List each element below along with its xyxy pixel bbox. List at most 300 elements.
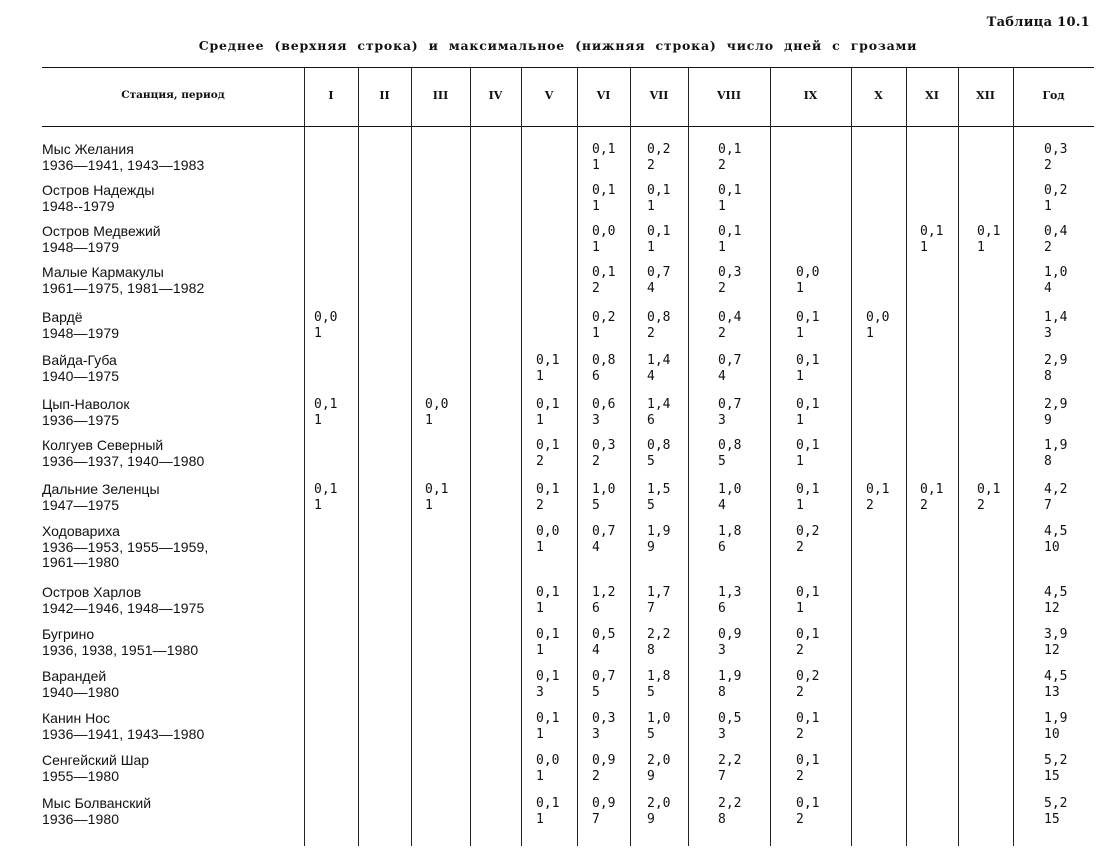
maximum-days: 6 <box>592 368 600 384</box>
maximum-days: 2 <box>866 497 874 513</box>
maximum-days: 12 <box>1044 600 1060 616</box>
cell-ix <box>796 482 819 513</box>
cell-vi <box>592 142 615 173</box>
cell-year <box>1044 397 1067 428</box>
maximum-days: 1 <box>796 497 804 513</box>
maximum-days: 1 <box>536 642 544 658</box>
maximum-days: 3 <box>718 642 726 658</box>
average-days: 2,9 <box>1044 353 1068 368</box>
column-separator <box>688 68 689 846</box>
cell-viii <box>718 438 741 469</box>
maximum-days: 1 <box>592 325 600 341</box>
average-days: 0,1 <box>920 224 944 239</box>
average-days: 4,5 <box>1044 524 1068 539</box>
station-period: 1961—1975, 1981—1982 <box>42 279 205 296</box>
maximum-days: 1 <box>796 325 804 341</box>
station-name: Мыс Желания <box>42 141 134 157</box>
maximum-days: 1 <box>425 412 433 428</box>
station-period: 1948--1979 <box>42 197 115 214</box>
cell-ix <box>796 585 819 616</box>
average-days: 0,1 <box>536 796 560 811</box>
column-separator <box>577 68 578 846</box>
station-period: 1948—1979 <box>42 324 120 341</box>
maximum-days: 4 <box>718 497 726 513</box>
maximum-days: 6 <box>718 600 726 616</box>
maximum-days: 8 <box>647 642 655 658</box>
cell-vii <box>647 585 670 616</box>
average-days: 0,0 <box>796 265 820 280</box>
header-xi: XI <box>925 89 939 102</box>
maximum-days: 5 <box>647 726 655 742</box>
cell-i <box>314 310 337 341</box>
average-days: 0,0 <box>866 310 890 325</box>
station-period: 1947—1975 <box>42 496 120 513</box>
station-period: 1948—1979 <box>42 238 120 255</box>
average-days: 0,2 <box>647 142 671 157</box>
header-viii: VIII <box>717 89 741 102</box>
maximum-days: 2 <box>647 157 655 173</box>
station-name: Мыс Болванский <box>42 795 152 811</box>
maximum-days: 1 <box>647 198 655 214</box>
average-days: 0,1 <box>718 183 742 198</box>
cell-v <box>536 796 559 827</box>
maximum-days: 6 <box>592 600 600 616</box>
cell-v <box>536 524 559 555</box>
station-name: Остров Медвежий <box>42 223 161 239</box>
average-days: 0,1 <box>536 438 560 453</box>
maximum-days: 8 <box>1044 453 1052 469</box>
average-days: 0,1 <box>920 482 944 497</box>
cell-vii <box>647 482 670 513</box>
cell-ix <box>796 397 819 428</box>
maximum-days: 10 <box>1044 539 1060 555</box>
column-separator <box>958 68 959 846</box>
maximum-days: 4 <box>1044 280 1052 296</box>
maximum-days: 1 <box>536 539 544 555</box>
maximum-days: 5 <box>592 497 600 513</box>
cell-year <box>1044 796 1067 827</box>
average-days: 0,3 <box>592 711 616 726</box>
maximum-days: 2 <box>592 280 600 296</box>
maximum-days: 2 <box>796 768 804 784</box>
cell-viii <box>718 265 741 296</box>
cell-ix <box>796 669 819 700</box>
maximum-days: 1 <box>314 325 322 341</box>
maximum-days: 2 <box>536 453 544 469</box>
average-days: 0,0 <box>425 397 449 412</box>
column-separator <box>411 68 412 846</box>
cell-year <box>1044 265 1067 296</box>
average-days: 1,7 <box>647 585 671 600</box>
cell-viii <box>718 224 741 255</box>
average-days: 0,1 <box>796 585 820 600</box>
cell-v <box>536 353 559 384</box>
maximum-days: 5 <box>718 453 726 469</box>
maximum-days: 4 <box>592 642 600 658</box>
average-days: 0,1 <box>718 142 742 157</box>
header-xii: XII <box>976 89 995 102</box>
maximum-days: 1 <box>314 412 322 428</box>
header-ix: IX <box>803 89 818 102</box>
cell-viii <box>718 669 741 700</box>
station-name: Ходовариха <box>42 523 120 539</box>
maximum-days: 8 <box>1044 368 1052 384</box>
average-days: 0,1 <box>536 669 560 684</box>
maximum-days: 1 <box>536 726 544 742</box>
average-days: 0,7 <box>718 353 742 368</box>
header-iv: IV <box>488 89 503 102</box>
average-days: 2,2 <box>647 627 671 642</box>
header-station: Станция, период <box>121 89 225 101</box>
cell-v <box>536 585 559 616</box>
station-name: Дальние Зеленцы <box>42 481 160 497</box>
maximum-days: 3 <box>718 726 726 742</box>
cell-viii <box>718 397 741 428</box>
cell-year <box>1044 310 1067 341</box>
maximum-days: 1 <box>718 198 726 214</box>
average-days: 0,9 <box>718 627 742 642</box>
average-days: 0,1 <box>647 224 671 239</box>
cell-xii <box>977 224 1000 255</box>
maximum-days: 1 <box>866 325 874 341</box>
average-days: 2,0 <box>647 796 671 811</box>
cell-vi <box>592 397 615 428</box>
cell-viii <box>718 482 741 513</box>
header-i: I <box>328 89 334 102</box>
average-days: 0,7 <box>718 397 742 412</box>
station-period: 1936—1975 <box>42 411 120 428</box>
maximum-days: 9 <box>647 811 655 827</box>
average-days: 1,5 <box>647 482 671 497</box>
cell-viii <box>718 627 741 658</box>
cell-vii <box>647 142 670 173</box>
average-days: 0,1 <box>592 142 616 157</box>
cell-v <box>536 438 559 469</box>
maximum-days: 3 <box>536 684 544 700</box>
cell-ix <box>796 524 819 555</box>
header-year: Год <box>1042 89 1065 102</box>
average-days: 0,1 <box>425 482 449 497</box>
column-separator <box>358 68 359 846</box>
average-days: 4,2 <box>1044 482 1068 497</box>
maximum-days: 9 <box>647 539 655 555</box>
cell-vi <box>592 183 615 214</box>
average-days: 1,9 <box>1044 438 1068 453</box>
maximum-days: 1 <box>592 157 600 173</box>
station-name: Варандей <box>42 668 107 684</box>
maximum-days: 4 <box>647 280 655 296</box>
cell-ix <box>796 353 819 384</box>
maximum-days: 2 <box>796 539 804 555</box>
average-days: 1,9 <box>1044 711 1068 726</box>
cell-vii <box>647 438 670 469</box>
average-days: 0,7 <box>647 265 671 280</box>
station-period: 1961—1980 <box>42 554 120 570</box>
cell-viii <box>718 310 741 341</box>
maximum-days: 12 <box>1044 642 1060 658</box>
average-days: 0,7 <box>592 669 616 684</box>
average-days: 1,9 <box>718 669 742 684</box>
average-days: 0,8 <box>592 353 616 368</box>
table-caption: Среднее (верхняя строка) и максимальное (нижняя строка) число дней с грозами <box>198 38 918 53</box>
cell-iii <box>425 397 448 428</box>
cell-vi <box>592 265 615 296</box>
maximum-days: 1 <box>592 239 600 255</box>
average-days: 0,2 <box>796 669 820 684</box>
station-name: Остров Харлов <box>42 584 142 600</box>
maximum-days: 10 <box>1044 726 1060 742</box>
column-separator <box>1013 68 1014 846</box>
average-days: 5,2 <box>1044 796 1068 811</box>
cell-year <box>1044 142 1067 173</box>
header-vi: VI <box>596 89 611 102</box>
maximum-days: 7 <box>592 811 600 827</box>
average-days: 1,9 <box>647 524 671 539</box>
cell-ix <box>796 711 819 742</box>
cell-vi <box>592 585 615 616</box>
average-days: 0,1 <box>536 353 560 368</box>
average-days: 1,3 <box>718 585 742 600</box>
average-days: 1,0 <box>718 482 742 497</box>
cell-vii <box>647 265 670 296</box>
maximum-days: 1 <box>796 412 804 428</box>
cell-x <box>866 482 889 513</box>
maximum-days: 2 <box>718 325 726 341</box>
cell-vi <box>592 482 615 513</box>
cell-year <box>1044 585 1067 616</box>
header-bottom-rule <box>42 126 1094 127</box>
cell-xii <box>977 482 1000 513</box>
maximum-days: 1 <box>536 600 544 616</box>
maximum-days: 1 <box>592 198 600 214</box>
average-days: 0,1 <box>977 482 1001 497</box>
station-period: 1940—1980 <box>42 683 120 700</box>
cell-v <box>536 397 559 428</box>
station-period: 1936, 1938, 1951—1980 <box>42 641 199 658</box>
average-days: 4,5 <box>1044 669 1068 684</box>
cell-ix <box>796 796 819 827</box>
cell-vii <box>647 353 670 384</box>
cell-viii <box>718 753 741 784</box>
cell-vi <box>592 353 615 384</box>
maximum-days: 1 <box>1044 198 1052 214</box>
maximum-days: 15 <box>1044 811 1060 827</box>
maximum-days: 1 <box>425 497 433 513</box>
station-period: 1942—1946, 1948—1975 <box>42 599 205 616</box>
average-days: 1,4 <box>1044 310 1068 325</box>
maximum-days: 2 <box>796 642 804 658</box>
cell-x <box>866 310 889 341</box>
station-period: 1936—1941, 1943—1980 <box>42 725 205 742</box>
average-days: 0,1 <box>536 397 560 412</box>
cell-v <box>536 711 559 742</box>
maximum-days: 13 <box>1044 684 1060 700</box>
cell-xi <box>920 482 943 513</box>
maximum-days: 4 <box>647 368 655 384</box>
column-separator <box>906 68 907 846</box>
maximum-days: 6 <box>718 539 726 555</box>
cell-vii <box>647 669 670 700</box>
average-days: 0,1 <box>796 397 820 412</box>
average-days: 1,2 <box>592 585 616 600</box>
cell-viii <box>718 524 741 555</box>
station-name: Вайда-Губа <box>42 352 117 368</box>
maximum-days: 2 <box>536 497 544 513</box>
cell-ix <box>796 265 819 296</box>
cell-vii <box>647 711 670 742</box>
average-days: 0,1 <box>866 482 890 497</box>
cell-vi <box>592 438 615 469</box>
average-days: 0,1 <box>796 310 820 325</box>
cell-viii <box>718 183 741 214</box>
average-days: 0,1 <box>796 753 820 768</box>
average-days: 3,9 <box>1044 627 1068 642</box>
average-days: 0,1 <box>536 627 560 642</box>
average-days: 0,1 <box>796 482 820 497</box>
column-separator <box>851 68 852 846</box>
maximum-days: 3 <box>592 412 600 428</box>
cell-vii <box>647 627 670 658</box>
average-days: 4,5 <box>1044 585 1068 600</box>
cell-year <box>1044 438 1067 469</box>
maximum-days: 8 <box>718 684 726 700</box>
header-vii: VII <box>649 89 669 102</box>
maximum-days: 1 <box>536 368 544 384</box>
cell-vii <box>647 310 670 341</box>
average-days: 0,1 <box>592 265 616 280</box>
average-days: 0,7 <box>592 524 616 539</box>
cell-v <box>536 627 559 658</box>
maximum-days: 3 <box>1044 325 1052 341</box>
maximum-days: 2 <box>592 453 600 469</box>
average-days: 2,0 <box>647 753 671 768</box>
table-number: Таблица 10.1 <box>986 15 1090 30</box>
average-days: 0,9 <box>592 753 616 768</box>
cell-i <box>314 397 337 428</box>
cell-vi <box>592 627 615 658</box>
header-x: X <box>874 89 883 102</box>
average-days: 0,0 <box>314 310 338 325</box>
average-days: 0,1 <box>314 482 338 497</box>
maximum-days: 2 <box>977 497 985 513</box>
average-days: 0,1 <box>796 711 820 726</box>
maximum-days: 1 <box>314 497 322 513</box>
average-days: 1,8 <box>647 669 671 684</box>
cell-vi <box>592 711 615 742</box>
cell-ix <box>796 438 819 469</box>
average-days: 0,9 <box>592 796 616 811</box>
station-name: Сенгейский Шар <box>42 752 150 768</box>
maximum-days: 3 <box>592 726 600 742</box>
station-name: Малые Кармакулы <box>42 264 164 280</box>
station-period: 1955—1980 <box>42 767 120 784</box>
cell-viii <box>718 353 741 384</box>
average-days: 0,1 <box>796 438 820 453</box>
maximum-days: 5 <box>647 684 655 700</box>
maximum-days: 2 <box>796 726 804 742</box>
average-days: 0,0 <box>592 224 616 239</box>
cell-year <box>1044 524 1067 555</box>
maximum-days: 1 <box>718 239 726 255</box>
column-separator <box>630 68 631 846</box>
cell-ix <box>796 753 819 784</box>
maximum-days: 7 <box>1044 497 1052 513</box>
average-days: 0,0 <box>536 753 560 768</box>
cell-viii <box>718 585 741 616</box>
maximum-days: 2 <box>920 497 928 513</box>
station-name: Колгуев Северный <box>42 437 164 453</box>
average-days: 0,0 <box>536 524 560 539</box>
maximum-days: 4 <box>592 539 600 555</box>
maximum-days: 5 <box>647 497 655 513</box>
maximum-days: 7 <box>718 768 726 784</box>
cell-year <box>1044 482 1067 513</box>
average-days: 0,4 <box>1044 224 1068 239</box>
cell-viii <box>718 142 741 173</box>
maximum-days: 1 <box>647 239 655 255</box>
maximum-days: 1 <box>536 811 544 827</box>
column-separator <box>304 68 305 846</box>
cell-vii <box>647 796 670 827</box>
average-days: 0,1 <box>536 711 560 726</box>
maximum-days: 5 <box>592 684 600 700</box>
average-days: 0,3 <box>1044 142 1068 157</box>
cell-ix <box>796 310 819 341</box>
cell-vi <box>592 224 615 255</box>
average-days: 0,2 <box>796 524 820 539</box>
average-days: 1,4 <box>647 353 671 368</box>
average-days: 0,1 <box>796 796 820 811</box>
average-days: 0,2 <box>1044 183 1068 198</box>
maximum-days: 1 <box>796 453 804 469</box>
average-days: 0,1 <box>796 627 820 642</box>
cell-year <box>1044 224 1067 255</box>
average-days: 1,8 <box>718 524 742 539</box>
column-separator <box>521 68 522 846</box>
maximum-days: 1 <box>796 600 804 616</box>
cell-v <box>536 753 559 784</box>
cell-vi <box>592 753 615 784</box>
average-days: 0,1 <box>592 183 616 198</box>
station-period: 1936—1953, 1955—1959, <box>42 538 209 555</box>
cell-xi <box>920 224 943 255</box>
cell-year <box>1044 753 1067 784</box>
column-separator <box>470 68 471 846</box>
cell-vi <box>592 796 615 827</box>
average-days: 2,2 <box>718 796 742 811</box>
station-period: 1936—1980 <box>42 810 120 827</box>
cell-vi <box>592 669 615 700</box>
average-days: 0,5 <box>718 711 742 726</box>
maximum-days: 2 <box>718 280 726 296</box>
station-name: Вардё <box>42 309 83 325</box>
maximum-days: 1 <box>796 280 804 296</box>
cell-year <box>1044 353 1067 384</box>
cell-year <box>1044 183 1067 214</box>
average-days: 0,8 <box>718 438 742 453</box>
average-days: 0,3 <box>718 265 742 280</box>
average-days: 0,1 <box>647 183 671 198</box>
average-days: 0,1 <box>977 224 1001 239</box>
station-period: 1936—1937, 1940—1980 <box>42 452 205 469</box>
header-ii: II <box>379 89 390 102</box>
cell-viii <box>718 796 741 827</box>
average-days: 1,0 <box>1044 265 1068 280</box>
maximum-days: 2 <box>796 684 804 700</box>
maximum-days: 1 <box>796 368 804 384</box>
average-days: 0,5 <box>592 627 616 642</box>
average-days: 1,4 <box>647 397 671 412</box>
